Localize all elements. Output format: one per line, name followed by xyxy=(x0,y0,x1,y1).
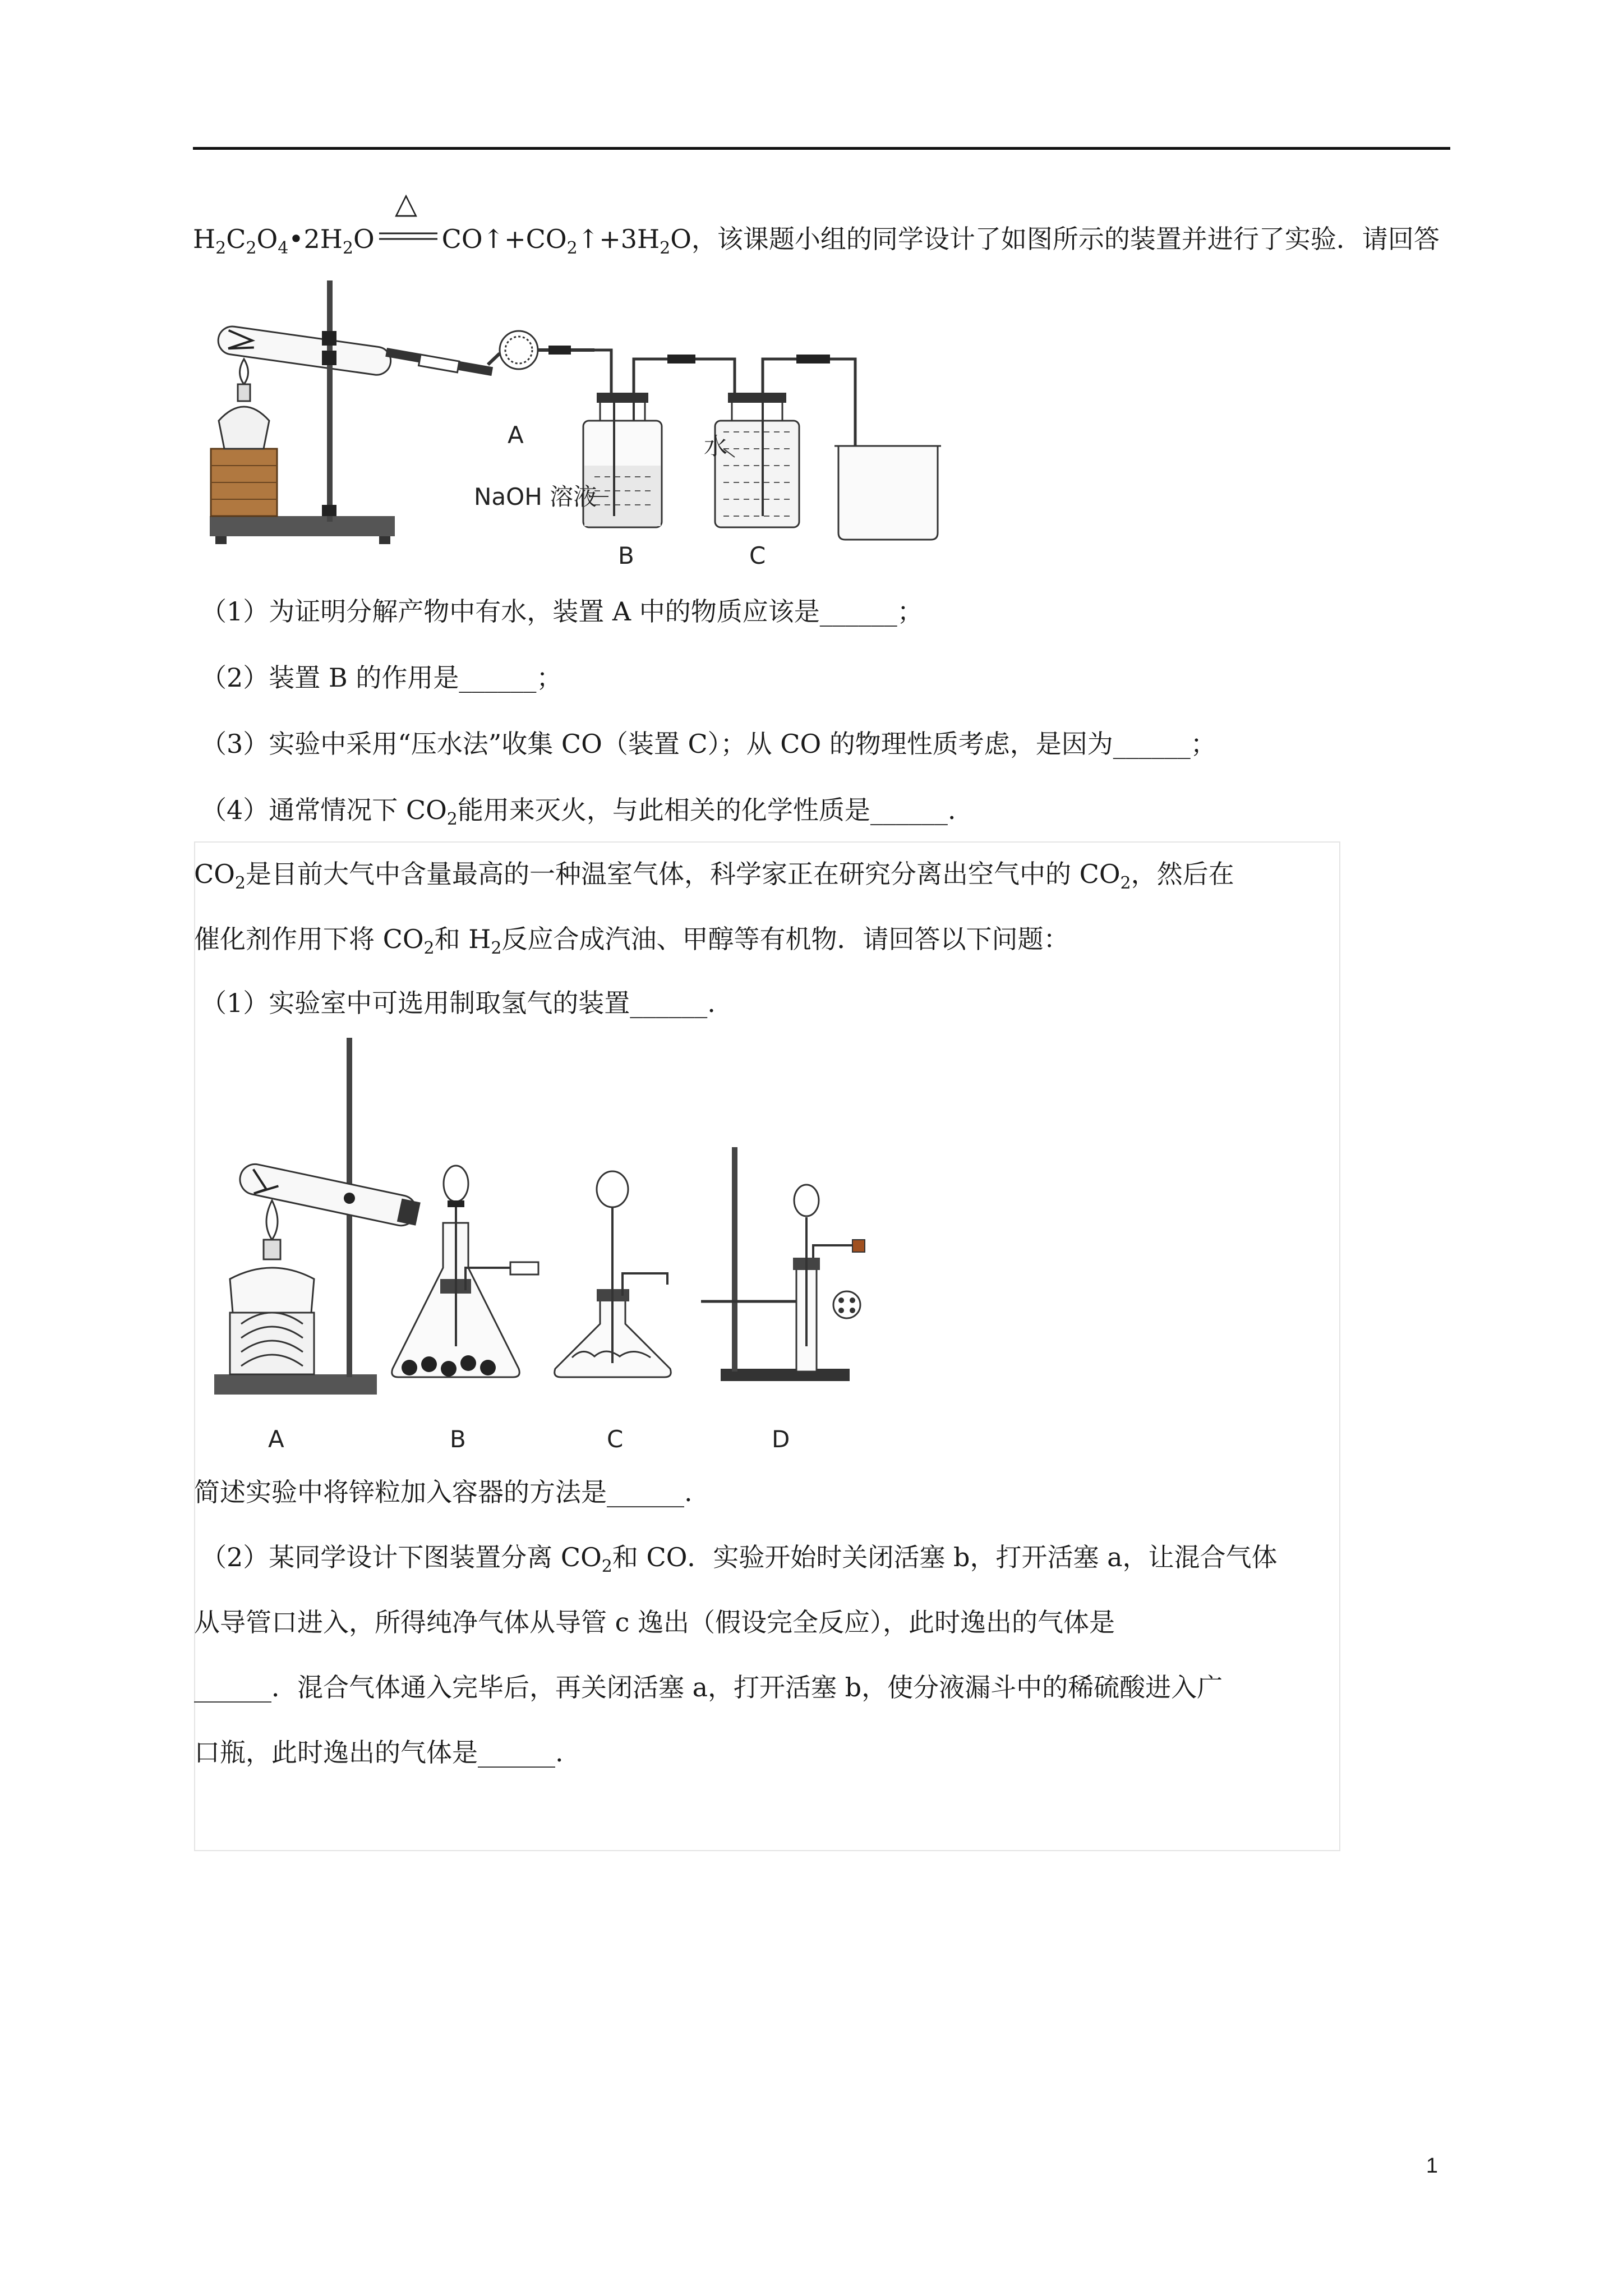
q1-line-2: （2）装置 B 的作用是______； xyxy=(201,662,562,693)
fig1-label-b: B xyxy=(618,542,634,569)
equation-line xyxy=(193,187,1440,258)
q2-sub-4: 从导管口进入，所得纯净气体从导管 c 逸出（假设完全反应），此时逸出的气体是 xyxy=(194,1607,1115,1637)
beaker xyxy=(838,446,938,540)
perforated-plate xyxy=(833,1291,860,1318)
bottle-c xyxy=(715,421,799,527)
stand-a-base xyxy=(214,1374,377,1395)
q2-sub-2: 简述实验中将锌粒加入容器的方法是______. xyxy=(194,1477,693,1507)
apparatus-figure-2 xyxy=(208,1032,903,1458)
fig2-label-a: A xyxy=(268,1425,284,1453)
eq-text: $H_2C_2O_4•2H_2O$ xyxy=(193,224,375,258)
fig2-label-d: D xyxy=(772,1425,790,1453)
fig2-label-c: C xyxy=(607,1425,624,1453)
delta-symbol: △ xyxy=(394,187,417,220)
q1-line-3: （3）实验中采用“压水法”收集 CO（装置 C）；从 CO 的物理性质考虑，是因为______； xyxy=(201,729,1216,759)
heating-condition xyxy=(375,187,442,256)
eq-rhs-1: CO↑+CO xyxy=(441,224,567,254)
funnel-c xyxy=(597,1171,628,1207)
fig2-label-b: B xyxy=(450,1425,466,1453)
fig1-label-a: A xyxy=(508,421,524,449)
q2-para-line-1: $CO_2$是目前大气中含量最高的一种温室气体，科学家正在研究分离出空气中的 $CO_2$，然后在 xyxy=(194,859,1234,893)
q2-para-line-2: 催化剂作用下将 $CO_2$和 $H_2$反应合成汽油、甲醇等有机物．请回答以下问题： xyxy=(194,924,1069,958)
fig1-label-c: C xyxy=(749,542,766,569)
eq-rhs-sub-2: 2 xyxy=(660,238,671,258)
q2-sub-3: （2）某同学设计下图装置分离 $CO_2$和 CO．实验开始时关闭活塞 b，打开活塞 a，让混合气体 xyxy=(201,1542,1278,1576)
funnel-d xyxy=(794,1185,819,1216)
fig1-label-water: 水 xyxy=(704,432,728,460)
test-tube-a xyxy=(237,1161,421,1228)
q2-sub-6: 口瓶，此时逸出的气体是______. xyxy=(194,1737,564,1768)
page-number: 1 xyxy=(1426,2154,1438,2178)
lamp-flame xyxy=(240,359,248,384)
eq-rhs-sub-1: 2 xyxy=(566,238,578,258)
alcohol-lamp xyxy=(219,407,269,449)
apparatus-figure-1 xyxy=(202,280,953,583)
q1-line-4: （4）通常情况下 $CO_2$能用来灭火，与此相关的化学性质是______. xyxy=(201,795,956,829)
q1-line-1: （1）为证明分解产物中有水，装置 A 中的物质应该是______； xyxy=(201,596,923,627)
header-rule xyxy=(193,147,1450,150)
eq-rhs-3: O，该课题小组的同学设计了如图所示的装置并进行了实验．请回答 xyxy=(670,224,1440,254)
funnel-b xyxy=(444,1166,468,1202)
stand-base xyxy=(210,516,395,536)
stand-d-base xyxy=(721,1369,850,1381)
q2-sub-5: ______．混合气体通入完毕后，再关闭活塞 a，打开活塞 b，使分液漏斗中的稀硫酸进入广 xyxy=(194,1672,1223,1703)
q2-sub-1: （1）实验室中可选用制取氢气的装置______. xyxy=(201,988,716,1018)
iron-rod xyxy=(327,280,333,522)
stand-d-rod xyxy=(732,1147,737,1372)
eq-rhs-2: ↑+3H xyxy=(577,224,660,254)
fig1-label-naoh: NaOH 溶液 xyxy=(474,483,597,510)
alcohol-lamp-a xyxy=(230,1268,314,1313)
